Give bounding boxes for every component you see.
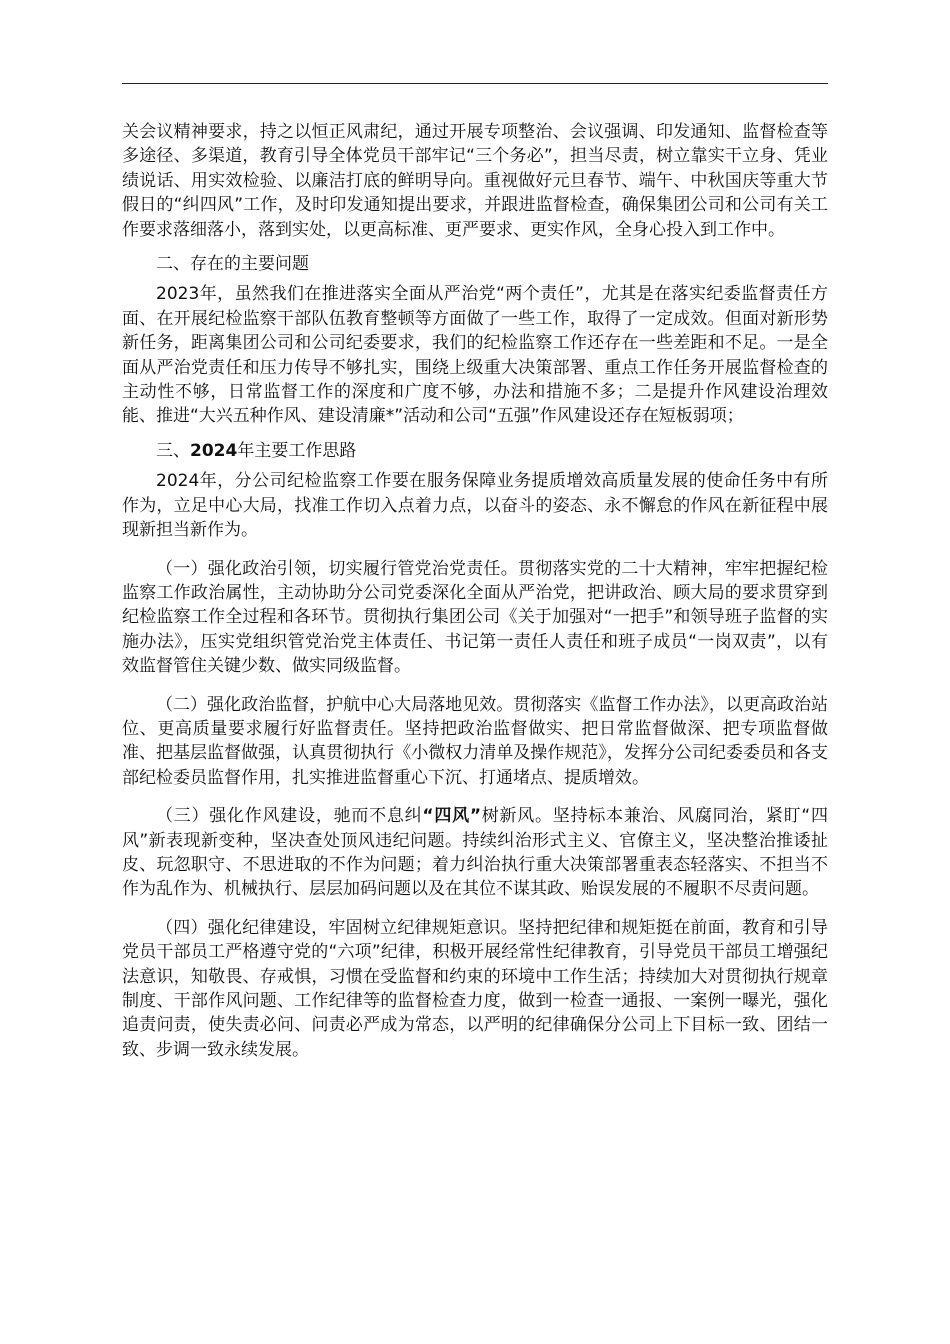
document-body [122, 120, 828, 1062]
paragraph-political-supervision: （二）强化政治监督，护航中心大局落地见效。贯彻落实《监督工作办法》，以更高政治站位、更高质量要求履行好监督责任。坚持把政治监督做实、把日常监督做深、把专项监督做准、把基层监督做强，认真贯彻执行《小微权力清单及操作规范》，发挥分公司纪委委员和各支部纪检委员监督作用，扎实推进监督重心下沉、打通堵点、提质增效。 [122, 694, 828, 788]
paragraph-political-guidance: （一）强化政治引领，切实履行管党治党责任。贯彻落实党的二十大精神，牢牢把握纪检监察工作政治属性，主动协助分公司党委深化全面从严治党，把讲政治、顾大局的要求贯穿到纪检监察工作全过程和各环节。贯彻执行集团公司《关于加强对“一把手”和领导班子监督的实施办法》，压实党组织管党治党主体责任、书记第一责任人责任和班子成员“一岗双责”，以有效监督管住关键少数、做实同级监督。 [122, 558, 828, 677]
heading-prefix: 三、 [156, 440, 190, 461]
section-heading-2024-plan [122, 439, 828, 463]
paragraph-discipline: （四）强化纪律建设，牢固树立纪律规矩意识。坚持把纪律和规矩挺在前面，教育和引导党员干部员工严格遵守党的“六项”纪律，积极开展经常性纪律教育，引导党员干部员工增强纪法意识，知敬畏、存戒惧，习惯在受监督和约束的环境中工作生活；持续加大对贯彻执行规章制度、干部作风问题、工作纪律等的监督检查力度，做到一检查一通报、一案例一曝光，强化追责问责，使失责必问、问责必严成为常态，以严明的纪律确保分公司上下目标一致、团结一致、步调一致永续发展。 [122, 917, 828, 1060]
paragraph-problems: 2023年，虽然我们在推进落实全面从严治党“两个责任”，尤其是在落实纪委监督责任方面、在开展纪检监察干部队伍教育整顿等方面做了一些工作，取得了一定成效。但面对新形势新任务，距离集团公司和公司纪委要求，我们的纪检监察工作还存在一些差距和不足。一是全面从严治党责任和压力传导不够扎实，围绕上级重大决策部署、重点工作任务开展监督检查的主动性不够，日常监督工作的深度和广度不够，办法和措施不多；二是提升作风建设治理效能、推进“大兴五种作风、建设清廉*”活动和公司“五强”作风建设还存在短板弱项； [122, 284, 828, 427]
section-heading-problems: 二、存在的主要问题 [156, 254, 309, 275]
four-winds-bold: “四风” [422, 806, 482, 827]
header-rule [122, 83, 828, 84]
work-style-prefix: （三）强化作风建设，驰而不息纠 [156, 806, 423, 827]
paragraph-continued: 关会议精神要求，持之以恒正风肃纪，通过开展专项整治、会议强调、印发通知、监督检查等多途径、多渠道，教育引导全体党员干部牢记“三个务必”，担当尽责，树立靠实干立身、凭业绩说话、用实效检验、以廉洁打底的鲜明导向。重视做好元旦春节、端午、中秋国庆等重大节假日的“纠四风”工作，及时印发通知提出要求，并跟进监督检查，确保集团公司和公司有关工作要求落细落小，落到实处，以更高标准、更严要求、更实作风，全身心投入到工作中。 [122, 122, 828, 240]
heading-suffix: 年主要工作思路 [237, 440, 357, 461]
heading-year: 2024 [190, 440, 238, 461]
paragraph-2024-intro: 2024年，分公司纪检监察工作要在服务保障业务提质增效高质量发展的使命任务中有所作为，立足中心大局，找准工作切入点着力点，以奋斗的姿态、永不懈怠的作风在新征程中展现新担当新作为。 [122, 471, 828, 541]
work-style-suffix: 树新风。坚持标本兼治、风腐同治，紧盯“四风”新表现新变种，坚决查处顶风违纪问题。持续纠治形式主义、官僚主义，坚决整治推诿扯皮、玩忽职守、不思进取的不作为问题；着力纠治执行重大决策部署重表态轻落实、不担当不作为乱作为、机械执行、层层加码问题以及在其位不谋其政、贻误发展的不履职不尽责问题。 [122, 806, 828, 900]
paragraph-work-style [122, 804, 828, 902]
